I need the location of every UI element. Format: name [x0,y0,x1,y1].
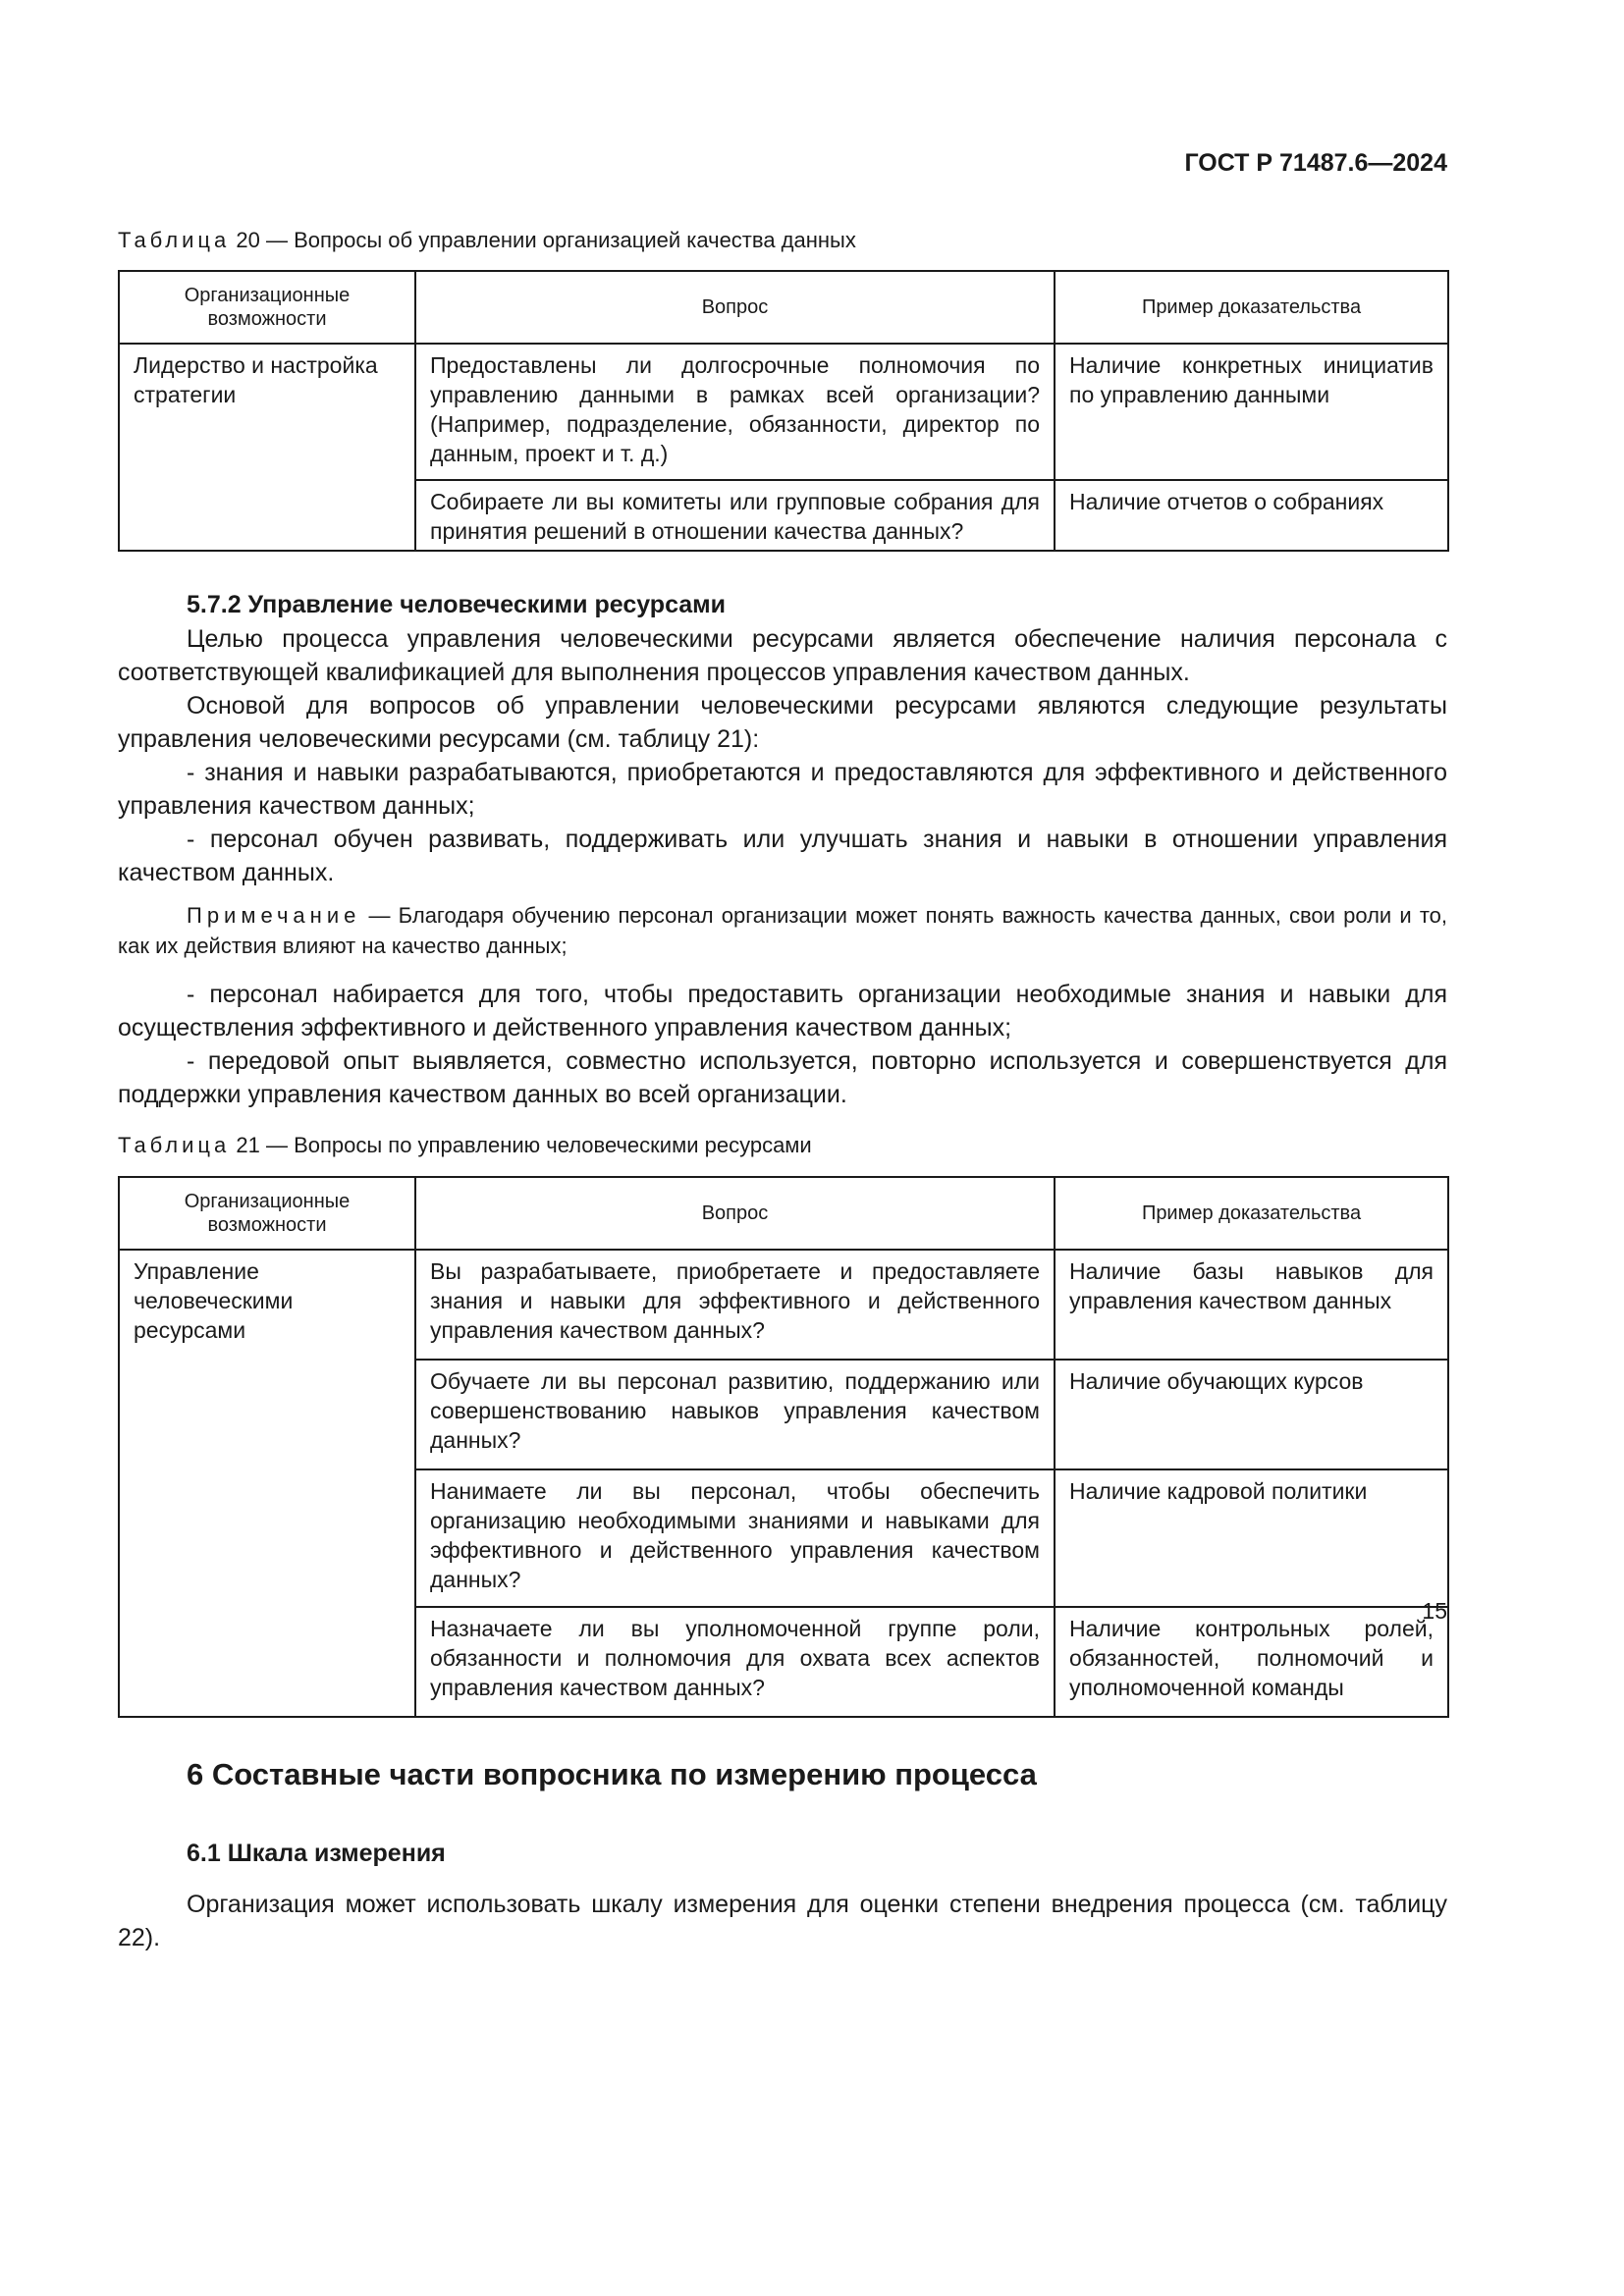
section-5-7-2-text-cont [118,978,1447,1111]
evidence-cell: Наличие контрольных ролей, обязанностей, полномочий и уполномоченной команды [1055,1607,1448,1717]
section-heading-6: 6 Составные части вопросника по измерению процесса [187,1757,1037,1791]
list-item: - персонал обучен развивать, поддерживать или улучшать знания и навыки в отношении управления качеством данных. [118,826,1447,886]
question-cell: Собираете ли вы комитеты или групповые собрания для принятия решений в отношении качества данных? [415,480,1055,551]
table21-caption-text: 21 — Вопросы по управлению человеческими ресурсами [230,1133,812,1157]
note-label: Примечание [187,903,361,928]
capability-cell: Лидерство и настройка стратегии [119,344,415,551]
section-heading-5-7-2: 5.7.2 Управление человеческими ресурсами [187,591,727,618]
paragraph: Целью процесса управления человеческими ресурсами является обеспечение наличия персонала с соответствующей квалификацией для выполнения процессов управления качеством данных. [118,625,1447,686]
list-item: - персонал набирается для того, чтобы предоставить организации необходимые знания и навыки для осуществления эффективного и действенного управления качеством данных; [118,981,1447,1041]
table20-caption-label: Таблица [118,228,231,252]
header-evidence: Пример доказательства [1055,1177,1448,1250]
table20-caption [118,228,856,253]
table-header-row [119,271,1448,344]
evidence-cell: Наличие конкретных инициатив по управлению данными [1055,344,1448,480]
question-cell: Предоставлены ли долгосрочные полномочия по управлению данными в рамках всей организации? (Например, подразделение, обязанности, директор по данным, проект и т. д.) [415,344,1055,480]
evidence-cell: Наличие базы навыков для управления качеством данных [1055,1250,1448,1360]
capability-cell: Управление человеческими ресурсами [119,1250,415,1717]
evidence-cell: Наличие отчетов о собраниях [1055,480,1448,551]
evidence-cell: Наличие обучающих курсов [1055,1360,1448,1469]
header-question: Вопрос [415,271,1055,344]
section-5-7-2-text [118,622,1447,889]
question-cell: Назначаете ли вы уполномоченной группе роли, обязанности и полномочия для охвата всех аспектов управления качеством данных? [415,1607,1055,1717]
question-cell: Вы разрабатываете, приобретаете и предоставляете знания и навыки для эффективного и действенного управления качеством данных? [415,1250,1055,1360]
table-row [119,344,1448,480]
header-capability: Организационные возможности [119,1177,415,1250]
paragraph: Организация может использовать шкалу измерения для оценки степени внедрения процесса (см. таблицу 22). [118,1891,1447,1951]
note [118,900,1447,961]
list-item: - передовой опыт выявляется, совместно используется, повторно используется и совершенствуется для поддержки управления качеством данных во всей организации. [118,1047,1447,1108]
page-number: 15 [1422,1598,1447,1624]
table20-caption-text: 20 — Вопросы об управлении организацией качества данных [230,228,856,252]
evidence-cell: Наличие кадровой политики [1055,1469,1448,1607]
table-row [119,1250,1448,1360]
document-id: ГОСТ Р 71487.6—2024 [1184,149,1447,177]
header-question: Вопрос [415,1177,1055,1250]
note-text: — Благодаря обучению персонал организации может понять важность качества данных, свои роли и то, как их действия влияют на качество данных; [118,903,1447,958]
table-20 [118,270,1449,552]
table-21 [118,1176,1449,1718]
question-cell: Обучаете ли вы персонал развитию, поддержанию или совершенствованию навыков управления качеством данных? [415,1360,1055,1469]
table21-caption-label: Таблица [118,1133,231,1157]
paragraph: Основой для вопросов об управлении человеческими ресурсами являются следующие результаты управления человеческими ресурсами (см. таблицу 21): [118,692,1447,753]
list-item: - знания и навыки разрабатываются, приобретаются и предоставляются для эффективного и действенного управления качеством данных; [118,759,1447,820]
section-heading-6-1: 6.1 Шкала измерения [187,1840,446,1867]
header-evidence: Пример доказательства [1055,271,1448,344]
table-header-row [119,1177,1448,1250]
section-6-1-text [118,1888,1447,1954]
question-cell: Нанимаете ли вы персонал, чтобы обеспечить организацию необходимыми знаниями и навыками для эффективного и действенного управления качеством данных? [415,1469,1055,1607]
table21-caption [118,1133,812,1158]
header-capability: Организационные возможности [119,271,415,344]
